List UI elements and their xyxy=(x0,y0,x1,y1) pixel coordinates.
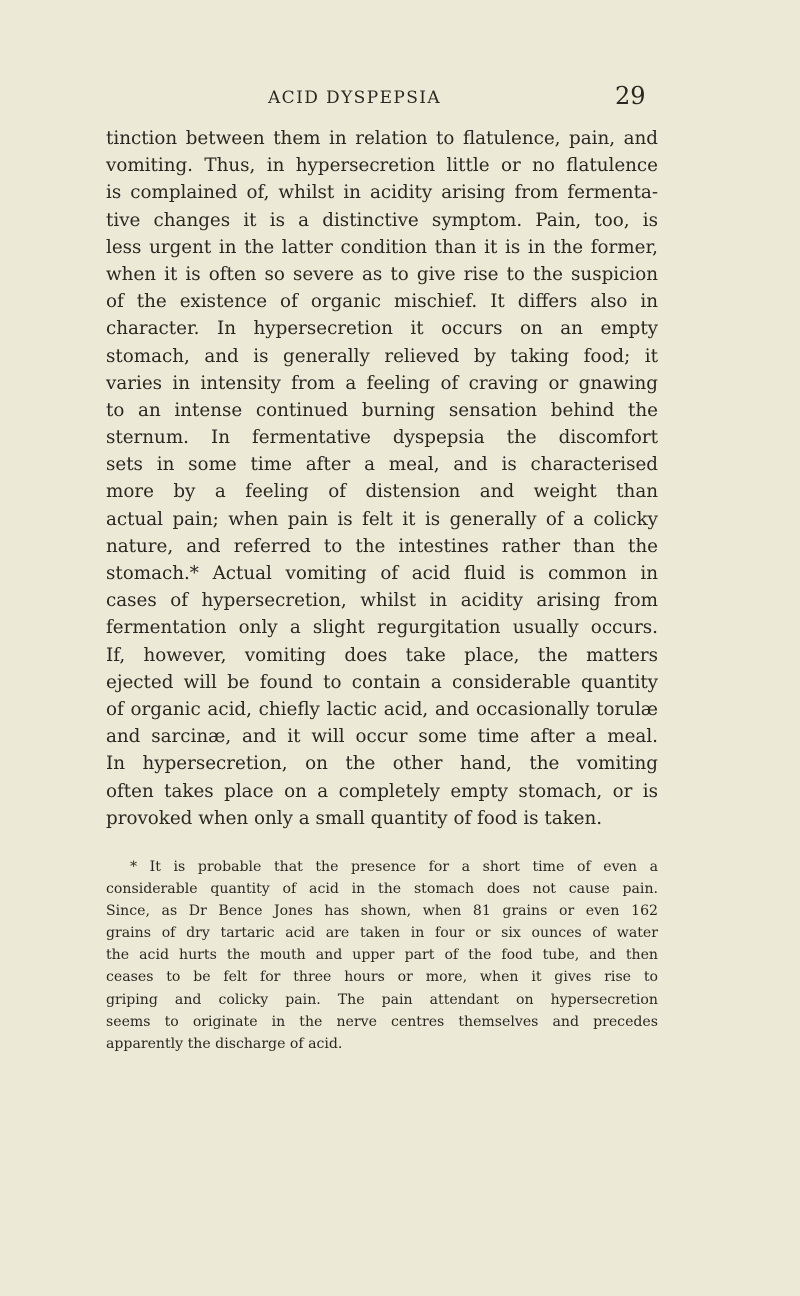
text-line: of organic acid, chiefly lactic acid, and occasionally torulæ xyxy=(106,698,658,720)
text-line: ejected will be found to contain a considerable quantity xyxy=(106,671,658,693)
text-line: vomiting. Thus, in hypersecretion little or no flatulence xyxy=(106,155,658,177)
text-line: stomach.* Actual vomiting of acid fluid is common in xyxy=(106,563,658,584)
text-line: of the existence of organic mischief. It differs also in xyxy=(106,291,658,313)
text-line: provoked when only a small quantity of food is taken. xyxy=(106,807,603,829)
text-line: If, however, vomiting does take place, the matters xyxy=(106,644,658,666)
text-line: and sarcinæ, and it will occur some time after a meal. xyxy=(106,726,658,748)
footnote-line: apparently the discharge of acid. xyxy=(106,1035,343,1052)
footnote-line: * It is probable that the presence for a short time of even a xyxy=(130,859,658,875)
text-line: In hypersecretion, on the other hand, the vomiting xyxy=(106,753,658,775)
text-line: to an intense continued burning sensation behind the xyxy=(106,399,658,421)
text-line: often takes place on a completely empty stomach, or is xyxy=(106,780,658,802)
text-line: actual pain; when pain is felt it is generally of a colicky xyxy=(106,508,658,530)
page-number: 29 xyxy=(615,82,646,110)
text-line: nature, and referred to the intestines rather than the xyxy=(106,535,658,557)
text-line: is complained of, whilst in acidity arising from fermenta- xyxy=(106,182,658,204)
text-line: when it is often so severe as to give rise to the suspicion xyxy=(106,263,658,285)
footnote-line: Since, as Dr Bence Jones has shown, when 81 grains or even 162 xyxy=(106,903,658,920)
running-title: ACID DYSPEPSIA xyxy=(268,88,442,108)
text-line: tinction between them in relation to flatulence, pain, and xyxy=(106,128,658,149)
text-line: character. In hypersecretion it occurs on an empty xyxy=(106,318,658,340)
text-line: cases of hypersecretion, whilst in acidity arising from xyxy=(106,590,658,612)
text-line: varies in intensity from a feeling of craving or gnawing xyxy=(106,372,658,394)
footnote-line: ceases to be felt for three hours or more, when it gives rise to xyxy=(106,969,658,986)
text-line: less urgent in the latter condition than it is in the former, xyxy=(106,236,658,258)
footnote xyxy=(106,856,658,1055)
page-header xyxy=(0,82,800,114)
text-line: tive changes it is a distinctive symptom. Pain, too, is xyxy=(106,209,658,231)
text-line: fermentation only a slight regurgitation usually occurs. xyxy=(106,617,658,639)
text-line: stomach, and is generally relieved by taking food; it xyxy=(106,345,658,367)
footnote-line: griping and colicky pain. The pain attendant on hypersecretion xyxy=(106,991,658,1008)
text-line: sets in some time after a meal, and is characterised xyxy=(106,454,658,476)
text-line: sternum. In fermentative dyspepsia the discomfort xyxy=(106,427,658,449)
footnote-line: grains of dry tartaric acid are taken in four or six ounces of water xyxy=(106,925,658,942)
body-text xyxy=(106,125,658,832)
footnote-line: considerable quantity of acid in the stomach does not cause pain. xyxy=(106,881,658,898)
footnote-line: the acid hurts the mouth and upper part of the food tube, and then xyxy=(106,947,658,964)
footnote-line: seems to originate in the nerve centres themselves and precedes xyxy=(106,1013,658,1030)
text-line: more by a feeling of distension and weight than xyxy=(106,481,658,503)
